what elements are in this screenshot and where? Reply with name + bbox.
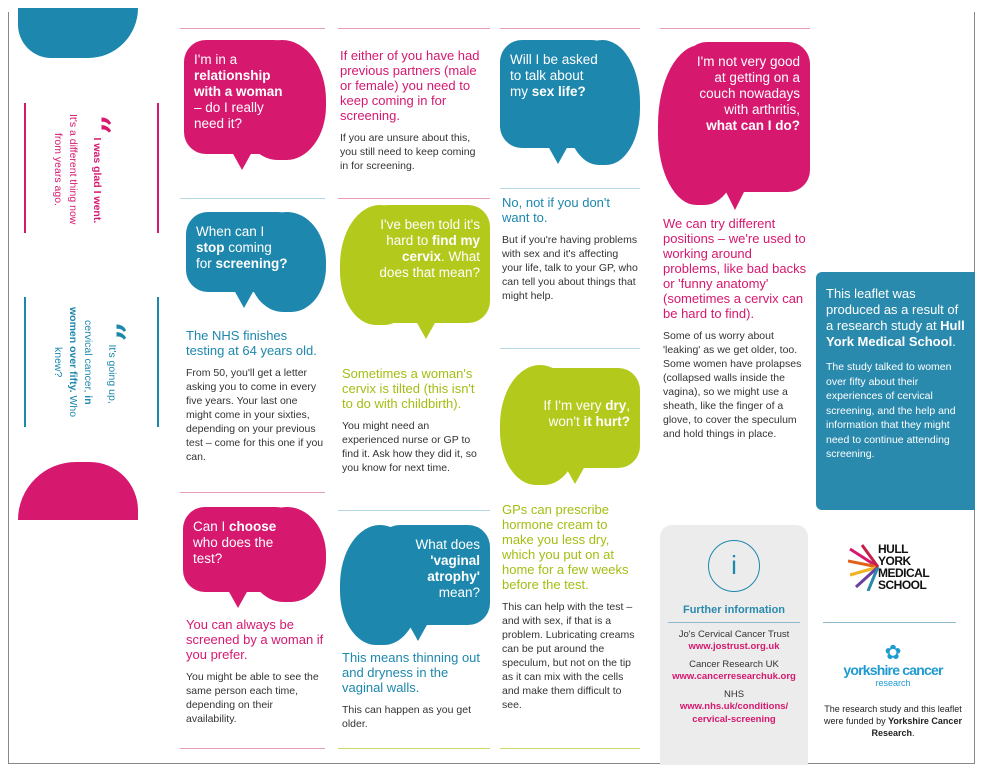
study-box: This leaflet was produced as a result of a research study at Hull York Medical School. The study talked to women over fifty about their experiences of cervical screening, and the help and information that they might need to continue attending screening. bbox=[816, 272, 975, 510]
answer-lead: Sometimes a woman's cervix is tilted (this isn't to do with childbirth). bbox=[342, 366, 475, 411]
answer-block bbox=[502, 195, 640, 303]
divider bbox=[157, 103, 159, 233]
link-nhs[interactable]: www.nhs.uk/conditions/ cervical-screening bbox=[679, 701, 789, 725]
divider bbox=[24, 103, 26, 233]
answer-lead: GPs can prescribe hormone cream to make you less dry, which you put on at home for a few weeks before the test. bbox=[502, 502, 629, 592]
answer-block bbox=[502, 502, 640, 712]
speech-bubble-find-cervix: I've been told it's hard to find my cervix. What does that mean? bbox=[366, 205, 490, 323]
answer-body: You might need an experienced nurse or GP to find it. Ask how they did it, so you know for next time. bbox=[342, 420, 477, 474]
speech-bubble-choose: Can I choose who does the test? bbox=[183, 507, 298, 592]
info-icon: i bbox=[708, 540, 760, 592]
answer-body: If you are unsure about this, you still need to keep coming in for screening. bbox=[340, 132, 476, 172]
answer-block bbox=[663, 216, 811, 441]
answer-body: You might be able to see the same person each time, depending on their availability. bbox=[186, 671, 319, 725]
quote-going-up: “ It's going up, cervical cancer, in women over fifty. Who knew? bbox=[52, 307, 132, 418]
answer-lead: We can try different positions – we're used to working around problems, like bad backs or 'funny anatomy' (sometimes a cervix can be hard to find). bbox=[663, 216, 807, 321]
hyms-logo: HULL YORK MEDICAL SCHOOL bbox=[848, 543, 948, 593]
answer-body: This can help with the test – and with sex, if that is a problem. Lubricating creams can be put around the speculum, but not on the tip as it can mix with the cells and make them difficult to see. bbox=[502, 601, 635, 711]
rose-icon: ✿ bbox=[884, 642, 902, 664]
speech-bubble-relationship: I'm in a relationship with a woman – do I really need it? bbox=[184, 40, 296, 154]
speech-bubble-sex-life: Will I be asked to talk about my sex life? bbox=[500, 40, 614, 148]
answer-block bbox=[186, 617, 324, 726]
funding-note: The research study and this leaflet were funded by Yorkshire Cancer Research. bbox=[824, 704, 962, 738]
answer-lead: This means thinning out and dryness in the vaginal walls. bbox=[342, 650, 481, 695]
speech-bubble-stop-screening: When can I stop coming for screening? bbox=[186, 212, 300, 292]
org-name: NHS bbox=[723, 689, 745, 700]
speech-bubble-vaginal-atrophy: What does 'vaginal atrophy' mean? bbox=[378, 525, 490, 625]
answer-lead: If either of you have had previous partners (male or female) you need to keep coming in for screening. bbox=[340, 48, 480, 123]
org-name: Cancer Research UK bbox=[689, 659, 779, 670]
answer-body: From 50, you'll get a letter asking you to come in every five years. Your last one might come in your sixties, depending on your previous test – come for this one if you can. bbox=[186, 367, 324, 463]
answer-lead: You can always be screened by a woman if you prefer. bbox=[186, 617, 324, 662]
answer-body: Some of us worry about 'leaking' as we get older, too. Some women have prolapses (collapsed walls inside the vagina), so we might use a sheath, like the finger of a glove, to cover the speculum and hold things in place. bbox=[663, 330, 802, 440]
yorkshire-cancer-research-logo: ✿ yorkshire cancer research bbox=[828, 643, 958, 688]
link-jostrust[interactable]: www.jostrust.org.uk bbox=[688, 641, 780, 652]
answer-block bbox=[342, 366, 487, 475]
divider bbox=[24, 297, 26, 427]
further-information-box bbox=[660, 525, 808, 765]
org-name: Jo's Cervical Cancer Trust bbox=[678, 629, 790, 640]
answer-body: This can happen as you get older. bbox=[342, 704, 472, 730]
divider bbox=[157, 297, 159, 427]
answer-lead: The NHS finishes testing at 64 years old. bbox=[186, 328, 317, 358]
quote-mark-icon: “ bbox=[92, 321, 132, 342]
answer-lead: No, not if you don't want to. bbox=[502, 195, 610, 225]
answer-block bbox=[342, 650, 487, 731]
answer-body: But if you're having problems with sex and it's affecting your life, talk to your GP, who can tell you about things that might help. bbox=[502, 234, 638, 302]
hyms-starburst-icon bbox=[848, 543, 880, 591]
quote-mark-icon: “ bbox=[77, 115, 117, 135]
speech-bubble-arthritis: I'm not very good at getting on a couch nowadays with arthritis, what can I do? bbox=[685, 42, 810, 192]
answer-block bbox=[186, 328, 326, 464]
answer-block bbox=[340, 48, 482, 173]
link-cancerresearchuk[interactable]: www.cancerresearchuk.org bbox=[672, 671, 796, 682]
speech-bubble-dry: If I'm very dry, won't it hurt? bbox=[525, 368, 640, 468]
further-information-title: Further information bbox=[668, 604, 800, 623]
quote-glad-i-went: “ I was glad I went. It's a different thing now from years ago. bbox=[52, 114, 117, 225]
